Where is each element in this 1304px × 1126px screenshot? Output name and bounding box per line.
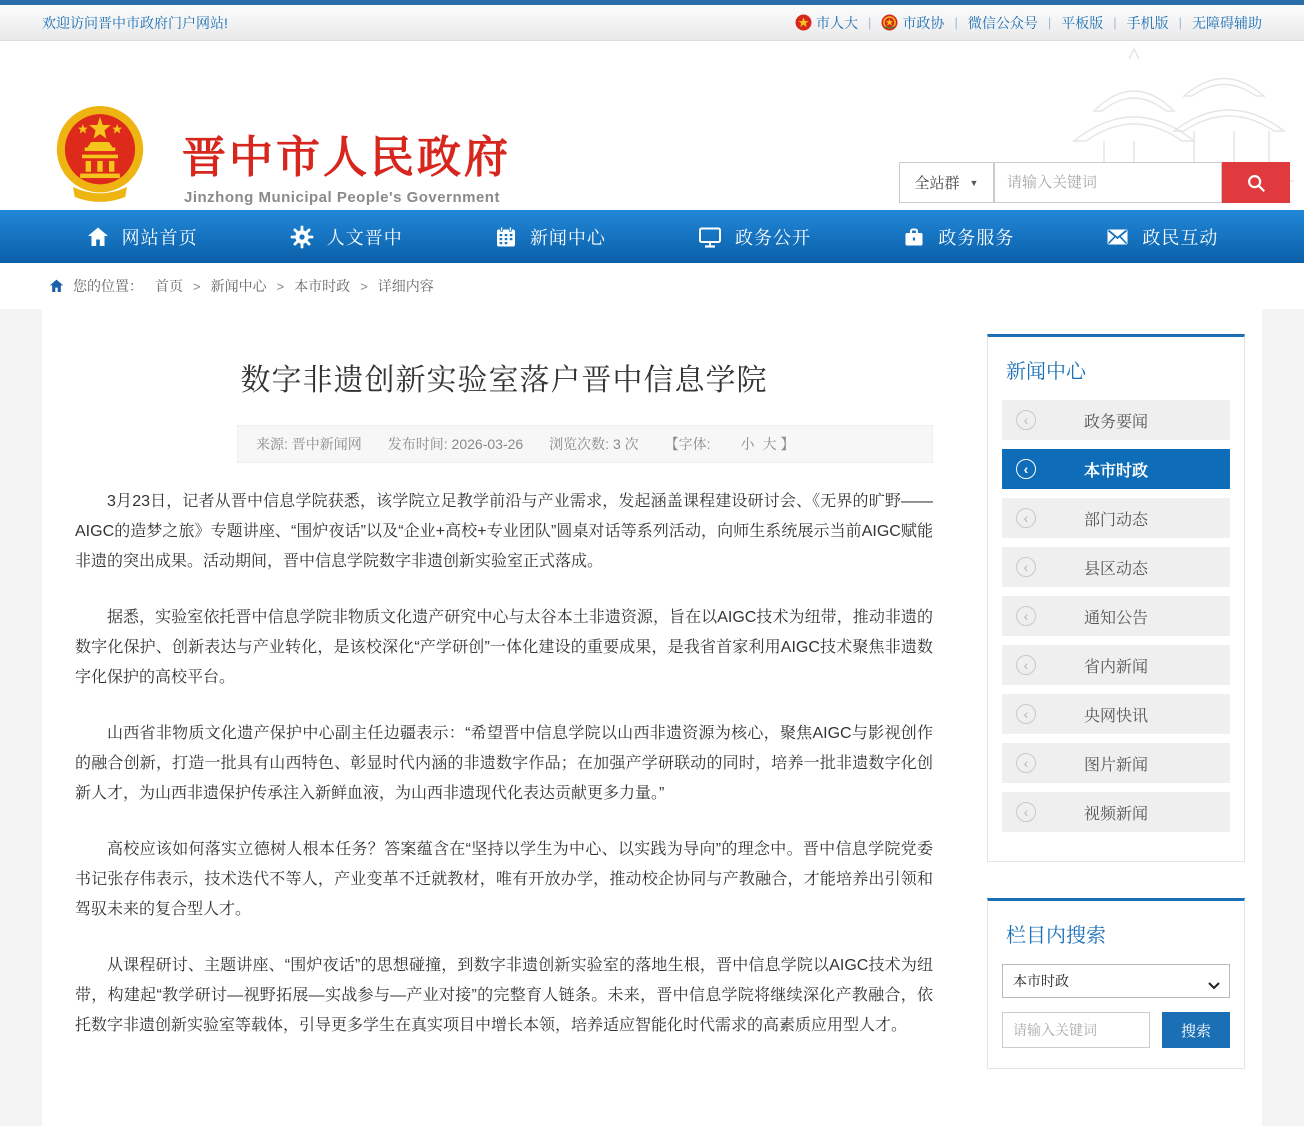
breadcrumb-label: 您的位置：	[73, 278, 143, 294]
section-search-row	[1002, 1012, 1230, 1048]
sidebar-item-department-updates[interactable]	[1002, 498, 1230, 538]
content-container	[42, 309, 1262, 1126]
link-label: 无障碍辅助	[1192, 14, 1262, 31]
article-meta-bar	[237, 425, 933, 463]
mail-icon	[1105, 225, 1130, 249]
chevron-circle-icon: ‹	[1016, 655, 1036, 675]
sidebar-item-city-politics[interactable]	[1002, 449, 1230, 489]
chevron-circle-icon: ‹	[1016, 704, 1036, 724]
sidebar-item-label: 视频新闻	[1083, 805, 1148, 823]
section-search-panel	[987, 898, 1245, 1069]
article-view-count: 浏览次数: 3 次	[549, 436, 639, 452]
sidebar-item-govt-news[interactable]	[1002, 400, 1230, 440]
nav-govt-disclosure[interactable]	[697, 224, 811, 250]
article-title: 数字非遗创新实验室落户晋中信息学院	[240, 364, 768, 397]
breadcrumb	[0, 263, 1304, 309]
sidebar-item-label: 部门动态	[1083, 511, 1148, 529]
article-paragraph: 高校应该如何落实立德树人根本任务？答案蕴含在“坚持以学生为中心、以实践为导向”的理念中。晋中信息学院党委书记张存伟表示，技术迭代不等人，产业变革不迁就教材，唯有开放办学，推动校企协同与产教融合，才能培养出引领和驾驭未来的复合型人才。	[75, 841, 933, 918]
home-icon	[86, 225, 110, 249]
chevron-circle-icon: ‹	[1016, 508, 1036, 528]
section-select-wrapper	[1002, 964, 1230, 998]
sidebar-item-label: 省内新闻	[1083, 658, 1148, 676]
section-keyword-input[interactable]	[1002, 1012, 1150, 1048]
sidebar-item-label: 政务要闻	[1083, 413, 1148, 431]
site-subtitle-en: Jinzhong Municipal People's Government	[184, 189, 500, 206]
news-center-panel	[987, 334, 1245, 862]
section-category-select[interactable]	[1002, 964, 1230, 998]
nav-label: 政民互动	[1142, 227, 1219, 248]
link-cppcc[interactable]	[881, 13, 944, 33]
sidebar-item-label: 央网快讯	[1083, 707, 1148, 725]
nav-label: 新闻中心	[529, 227, 606, 248]
article-paragraph: 从课程研讨、主题讲座、“围炉夜话”的思想碰撞，到数字非遗创新实验室的落地生根，晋中信息学院以AIGC技术为纽带，构建起“教学研讨—视野拓展—实战参与—产业对接”的完整育人链条。未来，晋中信息学院将继续深化产教融合，依托数字非遗创新实验室等载体，引导更多学生在真实项目中增长本领，培养适应智能化时代需求的高素质应用型人才。	[75, 957, 933, 1034]
sidebar-item-video-news[interactable]	[1002, 792, 1230, 832]
section-search-button[interactable]: 搜索	[1162, 1012, 1230, 1048]
breadcrumb-news-center[interactable]: 新闻中心	[210, 278, 267, 294]
sidebar	[987, 309, 1245, 1126]
nav-label: 政务公开	[735, 227, 812, 248]
site-title: 晋中市人民政府	[182, 133, 511, 182]
chevron-circle-icon: ‹	[1016, 459, 1036, 479]
article-paragraph: 山西省非物质文化遗产保护中心副主任边疆表示：“希望晋中信息学院以山西非遗资源为核心，聚焦AIGC与影视创作的融合创新，打造一批具有山西特色、彰显时代内涵的非遗数字作品；在加强产学研联动的同时，培养一批非遗数字化创新人才，为山西非遗保护传承注入新鲜血液，为山西非遗现代化表达贡献更多力量。”	[75, 725, 933, 802]
sidebar-item-label: 县区动态	[1083, 560, 1148, 578]
nav-home[interactable]	[86, 224, 198, 250]
sidebar-item-central-news[interactable]	[1002, 694, 1230, 734]
link-label: 微信公众号	[967, 14, 1038, 31]
emblem-icon	[795, 14, 812, 31]
link-mobile-version[interactable]	[1127, 13, 1169, 33]
font-size-large-button[interactable]: 大	[762, 436, 777, 452]
sidebar-item-county-updates[interactable]	[1002, 547, 1230, 587]
main-navigation	[0, 210, 1304, 263]
sidebar-item-label: 本市时政	[1083, 462, 1148, 480]
sidebar-item-label: 图片新闻	[1083, 756, 1148, 774]
nav-news-center[interactable]	[494, 224, 606, 250]
search-button[interactable]	[1222, 162, 1290, 203]
divider: |	[954, 15, 958, 30]
breadcrumb-separator: >	[360, 278, 368, 294]
breadcrumb-city-politics[interactable]: 本市时政	[294, 278, 351, 294]
link-tablet-version[interactable]	[1061, 13, 1103, 33]
link-wechat[interactable]	[968, 13, 1038, 33]
page-body	[0, 309, 1304, 1126]
chevron-down-icon: ▼	[969, 177, 979, 188]
chevron-circle-icon: ‹	[1016, 410, 1036, 430]
search-input[interactable]	[994, 162, 1222, 203]
site-header	[0, 41, 1304, 210]
chevron-circle-icon: ‹	[1016, 606, 1036, 626]
monitor-icon	[697, 225, 723, 249]
divider: |	[1113, 15, 1117, 30]
article	[75, 309, 933, 1126]
font-size-small-button[interactable]: 小	[740, 436, 755, 452]
link-peoples-congress[interactable]	[795, 13, 858, 33]
font-size-controls	[665, 434, 821, 454]
link-accessibility[interactable]	[1192, 13, 1262, 33]
article-paragraph: 据悉，实验室依托晋中信息学院非物质文化遗产研究中心与太谷本土非遗资源，旨在以AIGC技术为纽带，推动非遗的数字化保护、创新表达与产业转化，是该校深化“产学研创”一体化建设的重要成果，是我省首家利用AIGC技术聚焦非遗数字化保护的高校平台。	[75, 609, 933, 686]
article-publish-time: 发布时间: 2026-03-26	[387, 436, 524, 452]
section-search-title: 栏目内搜索	[1006, 925, 1106, 947]
article-source: 来源: 晋中新闻网	[256, 436, 362, 452]
sidebar-item-notices[interactable]	[1002, 596, 1230, 636]
breadcrumb-detail[interactable]: 详细内容	[377, 278, 434, 294]
chevron-circle-icon: ‹	[1016, 753, 1036, 773]
search-scope-dropdown[interactable]	[899, 162, 994, 203]
font-size-label: 【字体:	[664, 436, 711, 452]
chevron-circle-icon: ‹	[1016, 557, 1036, 577]
top-links	[795, 13, 1262, 33]
link-label: 市人大	[816, 14, 859, 31]
national-emblem-logo	[55, 103, 145, 209]
link-label: 市政协	[902, 14, 945, 31]
nav-culture[interactable]	[289, 224, 403, 250]
divider: |	[868, 15, 872, 30]
breadcrumb-separator: >	[276, 278, 285, 294]
emblem-icon	[881, 14, 898, 31]
calendar-icon	[494, 225, 518, 249]
font-size-label-suffix: 】	[780, 436, 795, 452]
nav-label: 人文晋中	[326, 227, 403, 248]
chevron-circle-icon: ‹	[1016, 802, 1036, 822]
sidebar-item-photo-news[interactable]	[1002, 743, 1230, 783]
sidebar-item-province-news[interactable]	[1002, 645, 1230, 685]
divider: |	[1178, 15, 1182, 30]
link-label: 平板版	[1061, 14, 1104, 31]
briefcase-icon	[902, 225, 926, 249]
divider: |	[1047, 15, 1052, 30]
sidebar-item-label: 通知公告	[1083, 609, 1148, 627]
news-center-panel-title: 新闻中心	[1006, 361, 1086, 383]
nav-govt-services[interactable]	[902, 224, 1014, 250]
search-scope-value: 全站群	[914, 175, 960, 192]
welcome-text: 欢迎访问晋中市政府门户网站!	[42, 14, 228, 31]
article-paragraph: 3月23日，记者从晋中信息学院获悉，该学院立足教学前沿与产业需求，发起涵盖课程建设研讨会、《无界的旷野——AIGC的造梦之旅》专题讲座、“围炉夜话”以及“企业+高校+专业团队”圆桌对话等系列活动，向师生系统展示当前AIGC赋能非遗的突出成果。活动期间，晋中信息学院数字非遗创新实验室正式落成。	[75, 493, 933, 570]
search-icon	[1245, 172, 1267, 194]
gear-icon	[289, 224, 315, 250]
breadcrumb-home[interactable]: 首页	[155, 278, 183, 294]
top-utility-bar	[0, 5, 1304, 41]
header-search	[899, 162, 1290, 203]
home-icon	[48, 278, 65, 294]
link-label: 手机版	[1126, 14, 1169, 31]
breadcrumb-separator: >	[193, 278, 201, 294]
nav-label: 网站首页	[121, 227, 198, 248]
nav-label: 政务服务	[938, 227, 1015, 248]
article-body	[75, 487, 933, 1041]
nav-public-interaction[interactable]	[1105, 224, 1218, 250]
